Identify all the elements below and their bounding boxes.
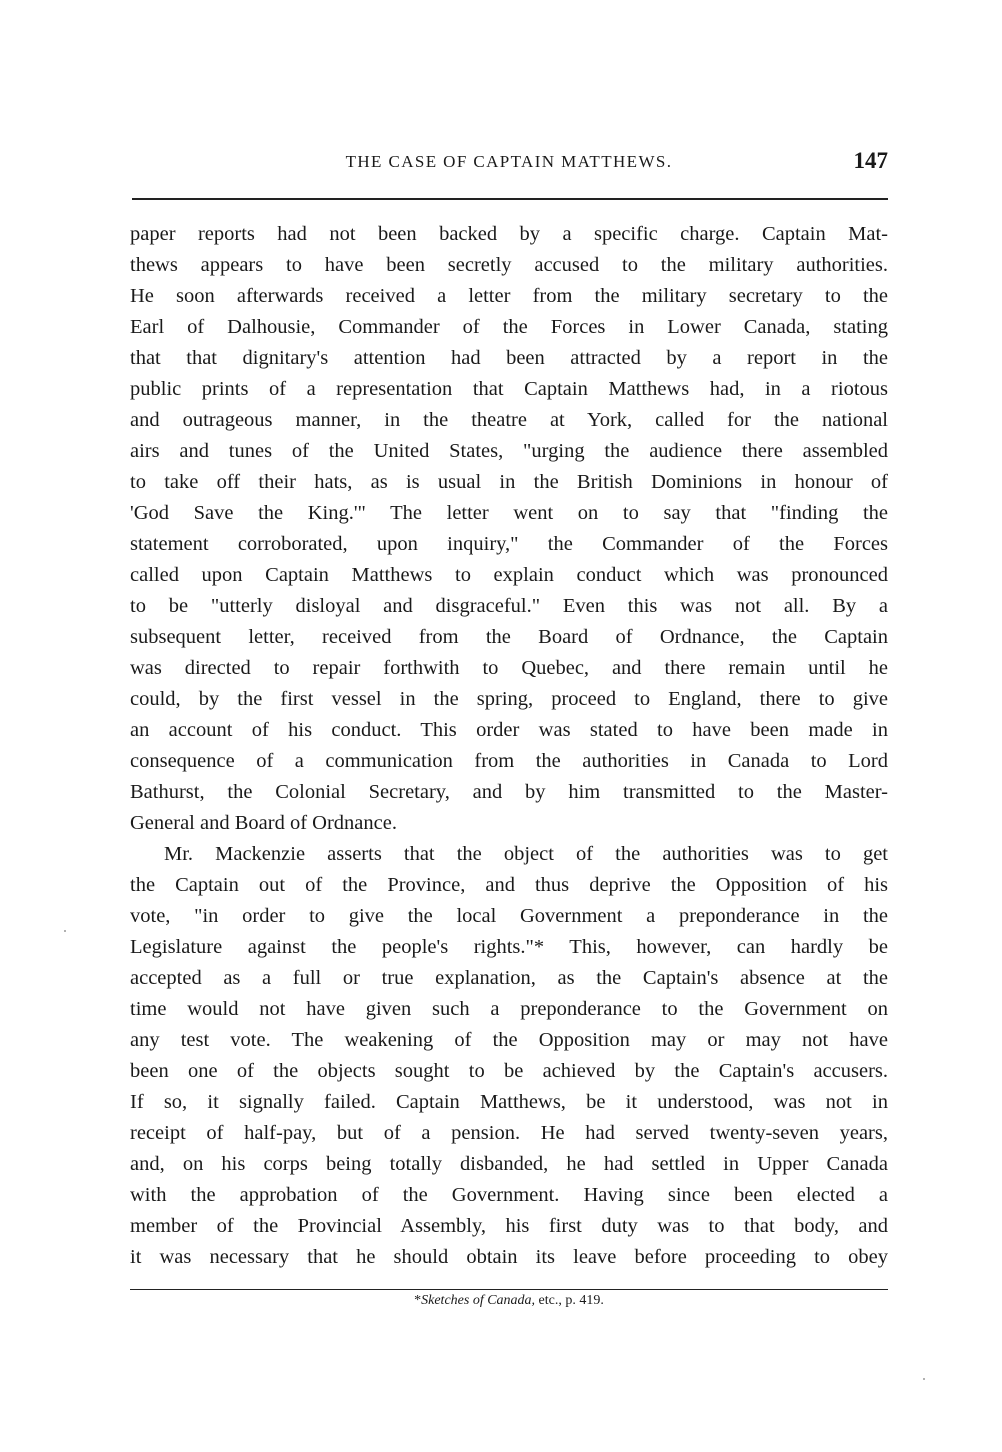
text-line: subsequent letter, received from the Board of Ordnance, the Captain (130, 626, 888, 648)
text-line: public prints of a representation that Captain Matthews had, in a riotous (130, 378, 888, 400)
text-line: receipt of half-pay, but of a pension. He had served twenty-seven years, (130, 1122, 888, 1144)
text-line: the Captain out of the Province, and thus deprive the Opposition of his (130, 874, 888, 896)
text-line: Earl of Dalhousie, Commander of the Forces in Lower Canada, stating (130, 316, 888, 338)
text-line: an account of his conduct. This order was stated to have been made in (130, 719, 888, 741)
header-rule (132, 198, 888, 200)
running-title: THE CASE OF CAPTAIN MATTHEWS. (345, 152, 673, 171)
text-line: member of the Provincial Assembly, his first duty was to that body, and (130, 1215, 888, 1237)
text-line: could, by the first vessel in the spring, proceed to England, there to give (130, 688, 888, 710)
text-line: statement corroborated, upon inquiry," the Commander of the Forces (130, 533, 888, 555)
text-line: If so, it signally failed. Captain Matthews, be it understood, was not in (130, 1091, 888, 1113)
text-line: accepted as a full or true explanation, as the Captain's absence at the (130, 967, 888, 989)
paper-speck (923, 1378, 925, 1380)
text-line: any test vote. The weakening of the Opposition may or may not have (130, 1029, 888, 1051)
text-line: time would not have given such a preponderance to the Government on (130, 998, 888, 1020)
text-line: General and Board of Ordnance. (130, 812, 397, 834)
text-line: Legislature against the people's rights."* This, however, can hardly be (130, 936, 888, 958)
page-number: 147 (853, 148, 888, 173)
text-line: and, on his corps being totally disbanded, he had settled in Upper Canada (130, 1153, 888, 1175)
text-line: airs and tunes of the United States, "urging the audience there assembled (130, 440, 888, 462)
text-line: vote, "in order to give the local Government a preponderance in the (130, 905, 888, 927)
text-line: Mr. Mackenzie asserts that the object of the authorities was to get (164, 843, 888, 865)
text-line: He soon afterwards received a letter from the military secretary to the (130, 285, 888, 307)
footnote-reference: etc., p. 419. (535, 1293, 604, 1308)
text-line: called upon Captain Matthews to explain conduct which was pronounced (130, 564, 888, 586)
footnote-marker: * (414, 1293, 422, 1308)
text-line: with the approbation of the Government. Having since been elected a (130, 1184, 888, 1206)
text-line: been one of the objects sought to be achieved by the Captain's accusers. (130, 1060, 888, 1082)
text-line: to be "utterly disloyal and disgraceful." Even this was not all. By a (130, 595, 888, 617)
text-line: it was necessary that he should obtain its leave before proceeding to obey (130, 1246, 888, 1268)
text-line: that that dignitary's attention had been attracted by a report in the (130, 347, 888, 369)
footnote (130, 1293, 888, 1309)
paper-speck (64, 930, 66, 932)
text-line: thews appears to have been secretly accused to the military authorities. (130, 254, 888, 276)
footnote-title: Sketches of Canada, (421, 1293, 536, 1308)
text-line: was directed to repair forthwith to Quebec, and there remain until he (130, 657, 888, 679)
text-line: paper reports had not been backed by a specific charge. Captain Mat- (130, 223, 888, 245)
text-line: Bathurst, the Colonial Secretary, and by him transmitted to the Master- (130, 781, 888, 803)
text-line: 'God Save the King.'" The letter went on to say that "finding the (130, 502, 888, 524)
body-text (130, 219, 888, 1273)
text-line: to take off their hats, as is usual in the British Dominions in honour of (130, 471, 888, 493)
text-line: consequence of a communication from the authorities in Canada to Lord (130, 750, 888, 772)
footnote-rule (130, 1289, 888, 1290)
text-line: and outrageous manner, in the theatre at York, called for the national (130, 409, 888, 431)
running-head (130, 148, 888, 178)
